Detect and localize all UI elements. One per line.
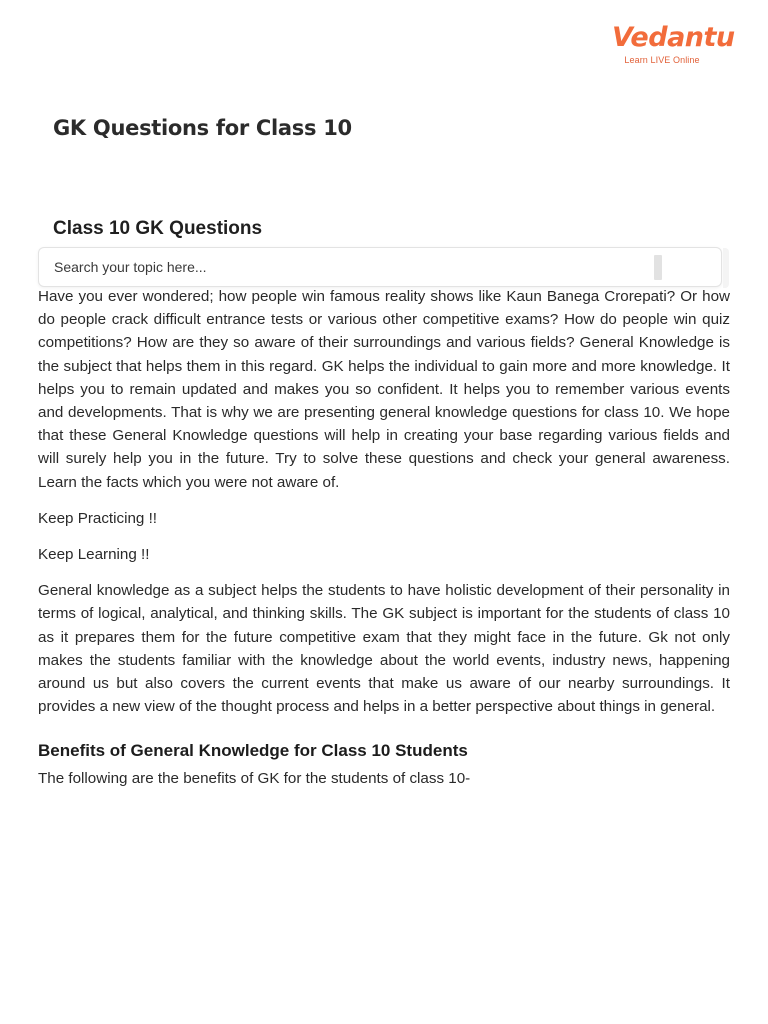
- vedantu-logo[interactable]: [612, 22, 735, 65]
- intro-paragraph: Have you ever wondered; how people win famous reality shows like Kaun Banega Crorepati? Or how do people crack difficult entrance tests or various other competitive exams? How do people win quiz competitions? How are they so aware of their surroundings and various fields? General Knowledge is the subject that helps them in this regard. GK helps the individual to gain more and more knowledge. It helps you to remain updated and makes you so confident. It helps you to remember various events and developments. That is why we are presenting general knowledge questions for class 10. We hope that these General Knowledge questions will help in creating your base regarding various fields and will surely help you in the future. Try to solve these questions and check your general awareness. Learn the facts which you were not aware of.: [38, 288, 730, 491]
- benefits-heading: Benefits of General Knowledge for Class 10 Students: [38, 741, 468, 761]
- logo-tagline: Learn LIVE Online: [624, 55, 700, 65]
- benefits-intro-text: The following are the benefits of GK for the students of class 10-: [38, 770, 471, 788]
- search-input[interactable]: [39, 248, 654, 286]
- section-title: Class 10 GK Questions: [53, 218, 263, 239]
- article-body: [38, 285, 730, 791]
- search-scrollbar[interactable]: [654, 255, 662, 280]
- page-title: GK Questions for Class 10: [53, 116, 352, 140]
- keep-practicing-text: Keep Practicing !!: [38, 509, 158, 527]
- search-box: [38, 247, 722, 287]
- logo-wordmark: Vedantu: [612, 22, 735, 53]
- keep-learning-text: Keep Learning !!: [38, 546, 150, 564]
- search-box-edge: [723, 248, 729, 288]
- gk-subject-paragraph: General knowledge as a subject helps the students to have holistic development of their personality in terms of logical, analytical, and thinking skills. The GK subject is important for the students of class 10 as it prepares them for the future competitive exam that they might face in the future. Gk not only makes the students familiar with the knowledge about the world events, industry news, happening around us but also covers the current events that make us aware of our nearby surroundings. It provides a new view of the thought process and helps in a better perspective about things in general.: [38, 582, 730, 716]
